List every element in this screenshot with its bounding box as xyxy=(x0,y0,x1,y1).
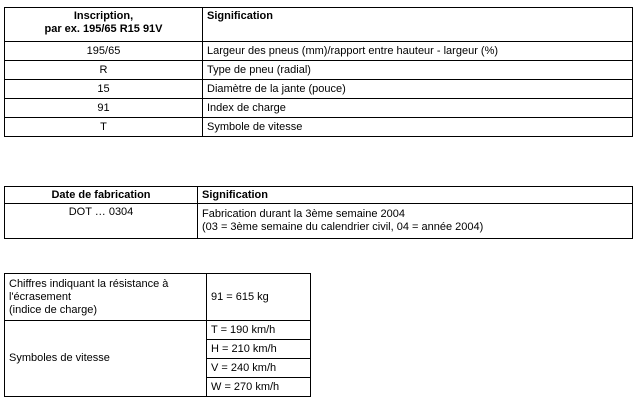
inscription-header-line2: par ex. 195/65 R15 91V xyxy=(44,23,163,35)
speed-symbols-label: Symboles de vitesse xyxy=(5,321,207,397)
table-row xyxy=(5,80,633,99)
code-cell: 15 xyxy=(5,80,203,99)
load-speed-legend-table xyxy=(4,273,311,397)
signification-header: Signification xyxy=(198,187,633,204)
table-row xyxy=(5,42,633,61)
inscription-header xyxy=(5,8,203,42)
meaning-cell: Symbole de vitesse xyxy=(203,118,633,137)
meaning-cell: Index de charge xyxy=(203,99,633,118)
meaning-line2: (03 = 3ème semaine du calendrier civil, 04 = année 2004) xyxy=(202,221,484,233)
inscription-header-line1: Inscription, xyxy=(73,10,134,22)
code-cell: R xyxy=(5,61,203,80)
dot-code-cell: DOT … 0304 xyxy=(5,204,198,239)
tire-inscription-table xyxy=(4,7,633,137)
speed-value: V = 240 km/h xyxy=(207,359,310,378)
speed-value: T = 190 km/h xyxy=(207,321,310,340)
load-label-line1: Chiffres indiquant la résistance à xyxy=(9,277,169,290)
code-cell: 91 xyxy=(5,99,203,118)
load-label-line2: l'écrasement xyxy=(9,290,72,303)
signification-header: Signification xyxy=(203,8,633,42)
table-row xyxy=(5,61,633,80)
table-row xyxy=(5,274,311,321)
meaning-cell: Type de pneu (radial) xyxy=(203,61,633,80)
meaning-cell xyxy=(198,204,633,239)
table-header-row xyxy=(5,187,633,204)
code-cell: T xyxy=(5,118,203,137)
table-row xyxy=(5,321,311,397)
meaning-cell: Largeur des pneus (mm)/rapport entre hauteur - largeur (%) xyxy=(203,42,633,61)
meaning-line1: Fabrication durant la 3ème semaine 2004 xyxy=(202,208,406,220)
table-header-row xyxy=(5,8,633,42)
speed-value: W = 270 km/h xyxy=(211,381,280,393)
table-row xyxy=(5,99,633,118)
speed-symbols-values xyxy=(207,321,311,397)
table-row xyxy=(5,118,633,137)
meaning-cell: Diamètre de la jante (pouce) xyxy=(203,80,633,99)
table-row xyxy=(5,204,633,239)
manufacture-date-table xyxy=(4,186,633,239)
load-index-label xyxy=(5,274,207,321)
speed-value: H = 210 km/h xyxy=(207,340,310,359)
code-cell: 195/65 xyxy=(5,42,203,61)
date-header: Date de fabrication xyxy=(5,187,198,204)
load-index-value: 91 = 615 kg xyxy=(207,274,311,321)
load-label-line3: (indice de charge) xyxy=(9,303,98,316)
